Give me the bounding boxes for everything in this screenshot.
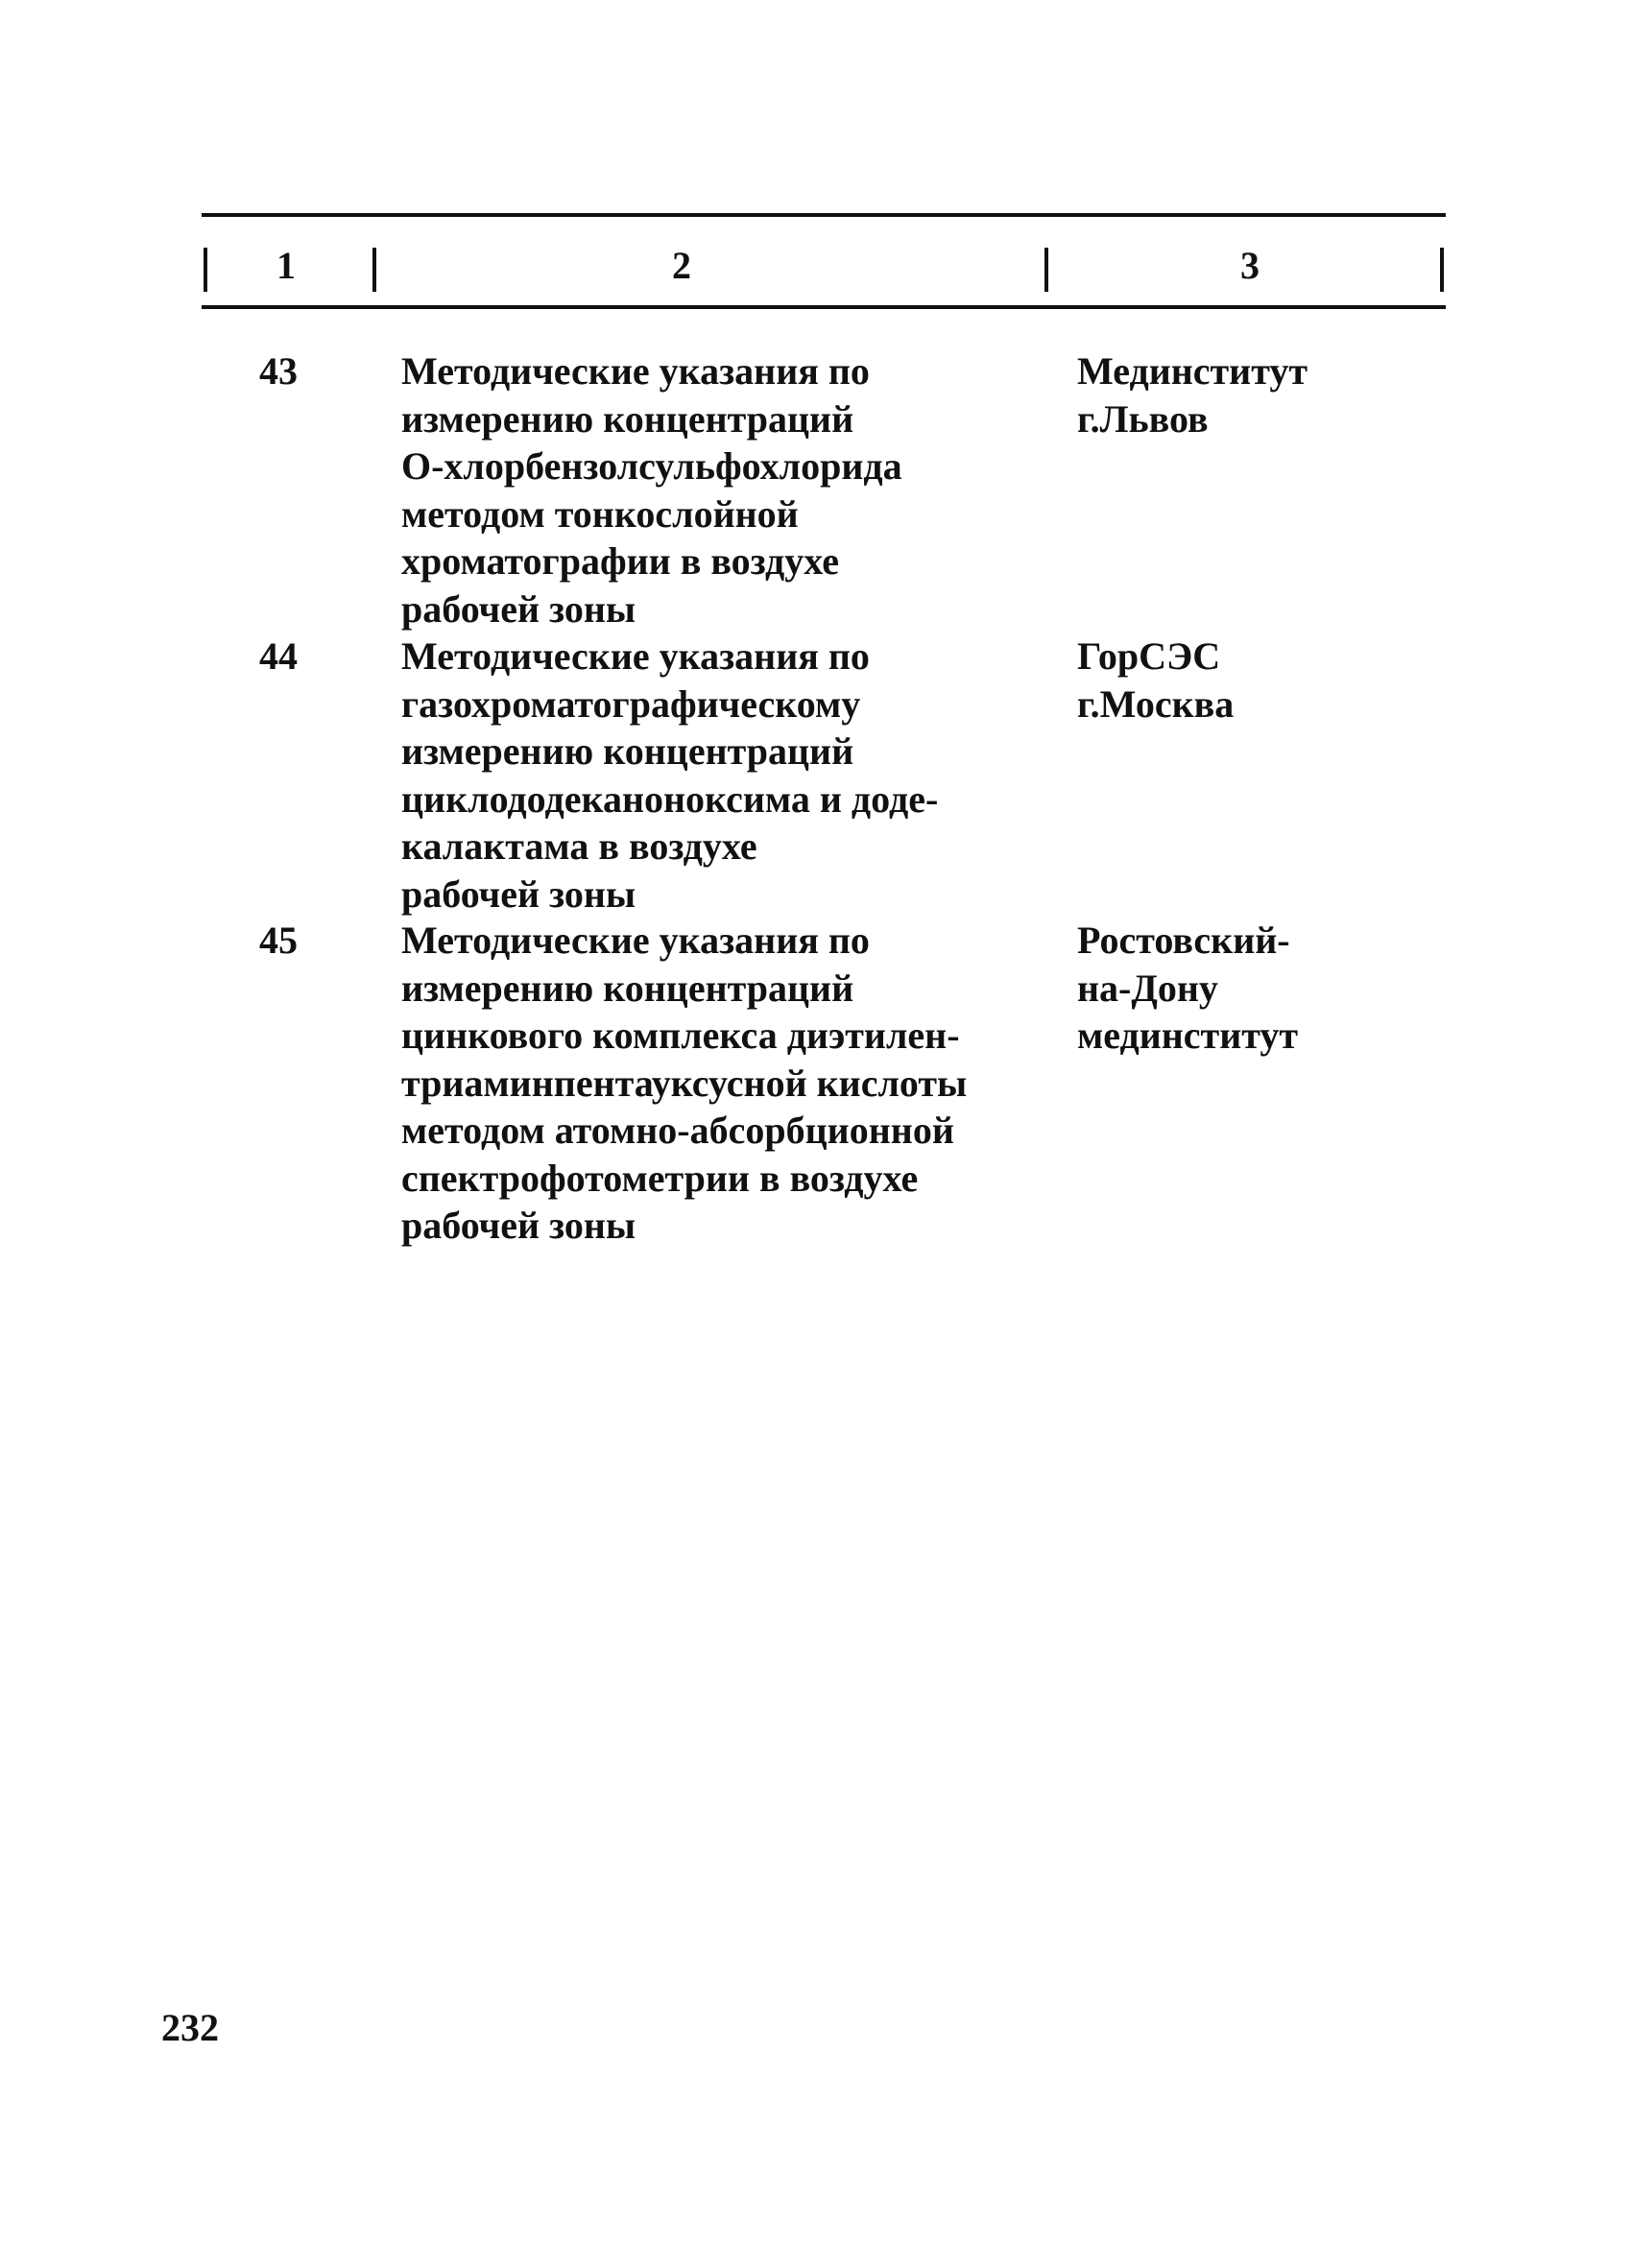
row-organization: [1077, 917, 1442, 1060]
header-column-divider: [204, 248, 207, 292]
description-line: спектрофотометрии в воздухе: [401, 1156, 919, 1200]
organization-line: г.Москва: [1077, 681, 1235, 726]
description-line: измерению концентраций: [401, 966, 854, 1010]
row-number: 45: [259, 919, 298, 962]
description-line: хроматографии в воздухе: [401, 539, 839, 583]
header-column-divider: [1440, 248, 1444, 292]
description-line: методом тонкослойной: [401, 491, 799, 536]
description-line: циклододеканоноксима и доде-: [401, 776, 939, 821]
page-number: 232: [161, 2006, 219, 2049]
table-top-rule: [202, 213, 1446, 217]
table-header-rule: [202, 305, 1446, 309]
description-line: цинкового комплекса диэтилен-: [401, 1014, 960, 1057]
description-line: измерению концентраций: [401, 396, 854, 441]
organization-line: ГорСЭС: [1077, 634, 1221, 678]
row-description: [401, 917, 1016, 1250]
header-column-divider: [372, 248, 376, 292]
row-description: [401, 347, 1016, 633]
row-organization: [1077, 633, 1442, 728]
row-organization: [1077, 347, 1442, 442]
organization-line: г.Львов: [1077, 396, 1209, 441]
description-line: газохроматографическому: [401, 681, 861, 726]
row-number: 44: [259, 634, 298, 678]
description-line: Методические указания по: [401, 919, 870, 962]
column-header-1: 1: [276, 244, 296, 287]
row-description: [401, 633, 1016, 918]
column-header-3: 3: [1240, 244, 1260, 287]
description-line: триаминпентауксусной кислоты: [401, 1061, 968, 1105]
column-header-2: 2: [672, 244, 691, 287]
description-line: измерению концентраций: [401, 729, 854, 773]
description-line: Методические указания по: [401, 349, 870, 393]
organization-line: Ростовский-: [1077, 919, 1290, 962]
description-line: рабочей зоны: [401, 871, 636, 916]
description-line: калактама в воздухе: [401, 824, 757, 868]
organization-line: Мединститут: [1077, 349, 1308, 393]
row-number: 43: [259, 349, 298, 393]
description-line: О-хлорбензолсульфохлорида: [401, 444, 902, 488]
description-line: методом атомно-абсорбционной: [401, 1109, 954, 1152]
organization-line: мединститут: [1077, 1014, 1299, 1057]
header-column-divider: [1044, 248, 1048, 292]
organization-line: на-Дону: [1077, 966, 1218, 1010]
description-line: рабочей зоны: [401, 1204, 636, 1247]
description-line: рабочей зоны: [401, 586, 636, 631]
description-line: Методические указания по: [401, 634, 870, 678]
